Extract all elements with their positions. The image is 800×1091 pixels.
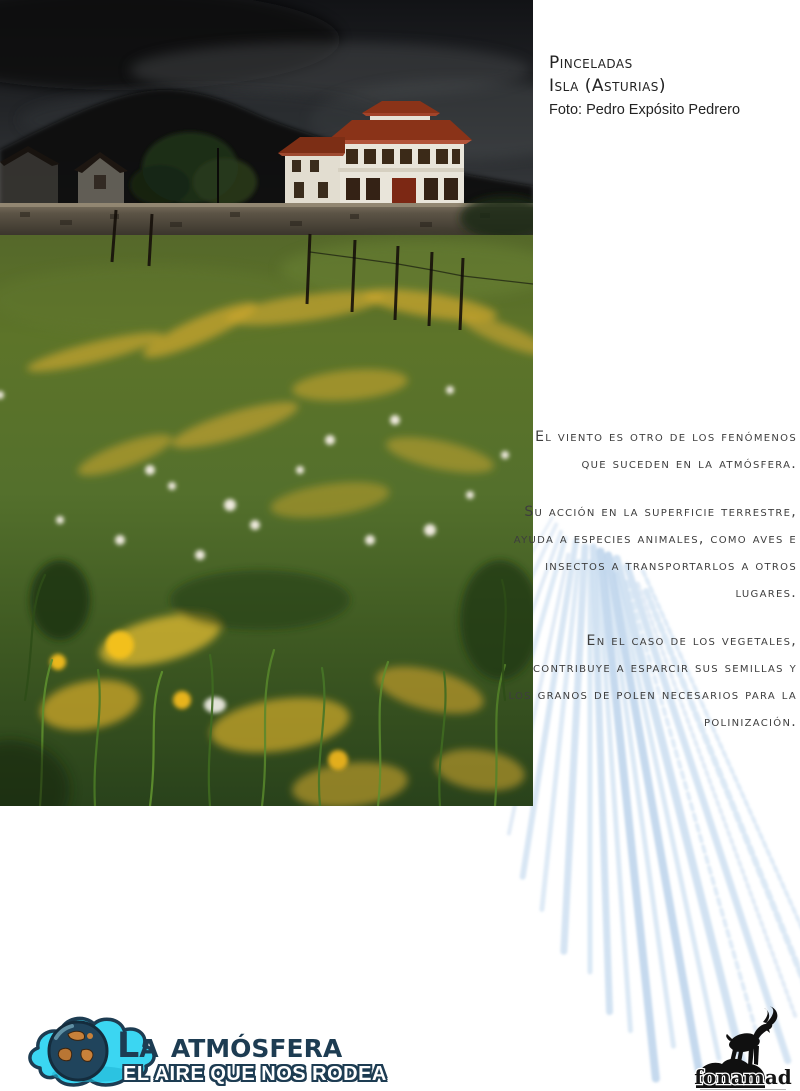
paragraph-wind: El viento es otro de los fenómenos que suceden en la atmósfera. — [535, 429, 797, 472]
atmosfera-subtitle: EL AIRE QUE NOS RODEA — [123, 1063, 387, 1085]
stone-wall — [0, 203, 533, 237]
atmosfera-title: La atmósfera — [117, 1026, 343, 1066]
caption-location: Isla (Asturias) — [549, 76, 667, 96]
caption-title: Pinceladas — [549, 53, 633, 73]
caption-credit: Foto: Pedro Expósito Pedrero — [549, 102, 741, 118]
atmosfera-logo — [20, 1004, 440, 1091]
paragraph-plants: En el caso de los vegetales, contribuye a esparcir sus semillas y los granos de polen necesarios para la polinización. — [508, 633, 797, 730]
photo-caption — [549, 52, 740, 121]
meadow-photo — [0, 0, 533, 806]
fonamad-name: fonamad — [694, 1065, 792, 1089]
article-text — [505, 424, 797, 757]
paragraph-animals: Su acción en la superficie terrestre, ayuda a especies animales, como aves e insectos a transportarlos a otros lugares. — [513, 504, 797, 601]
fonamad-logo — [688, 1006, 798, 1091]
